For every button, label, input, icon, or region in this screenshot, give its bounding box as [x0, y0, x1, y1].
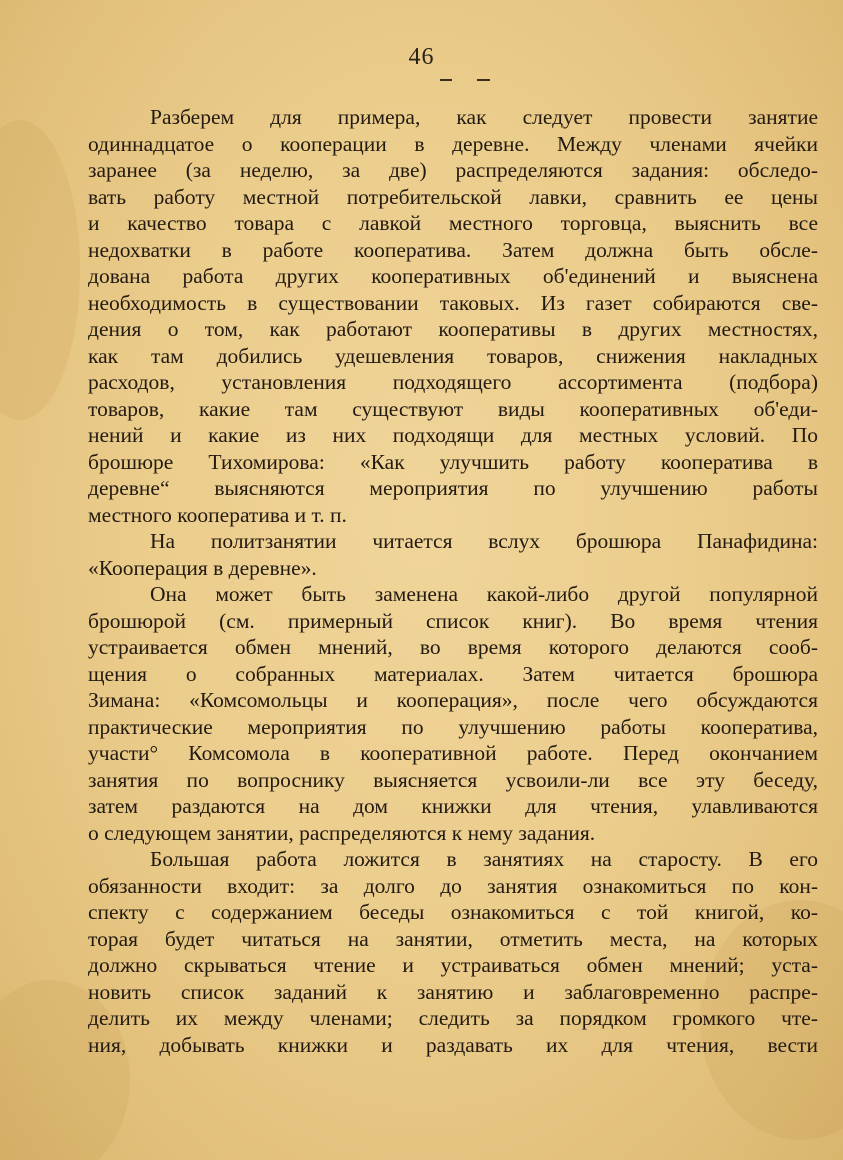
text-line: местного кооператива и т. п.: [88, 502, 347, 527]
text-line: как там добились удешевления товаров, снижения накладных: [88, 343, 818, 368]
text-line: заранее (за неделю, за две) распределяются задания: обследо-: [88, 158, 818, 182]
text-line: деревне“ выясняются мероприятия по улучшению работы: [88, 476, 818, 500]
text-line: участи° Комсомола в кооперативной работе. Перед окончанием: [88, 741, 818, 765]
text-line: спекту с содержанием беседы ознакомиться с той книгой, ко-: [88, 900, 818, 924]
text-line: о следующем занятии, распределяются к нему задания.: [88, 820, 596, 845]
text-line: новить список заданий к занятию и заблаговременно распре-: [88, 979, 818, 1004]
text-line: устраивается обмен мнений, во время которого делаются сооб-: [88, 635, 818, 659]
text-line: одиннадцатое о кооперации в деревне. Между членами ячейки: [88, 131, 818, 156]
text-line: щения о собранных материалах. Затем читается брошюра: [88, 661, 818, 686]
text-line: недохватки в работе кооператива. Затем должна быть обсле-: [88, 237, 818, 262]
text-line: «Кооперация в деревне».: [88, 555, 317, 580]
text-line: расходов, установления подходящего ассортимента (подбора): [88, 370, 818, 394]
text-line: товаров, какие там существуют виды кооперативных об'еди-: [88, 396, 818, 421]
text-line: Зимана: «Комсомольцы и кооперация», после чего обсуждаются: [88, 688, 818, 712]
text-line: ния, добывать книжки и раздавать их для чтения, вести: [88, 1032, 818, 1057]
text-line: и качество товара с лавкой местного торговца, выяснить все: [88, 211, 818, 235]
text-line: вать работу местной потребительской лавки, сравнить ее цены: [88, 184, 818, 209]
text-line: затем раздаются на дом книжки для чтения, улавливаются: [88, 794, 818, 818]
text-line: брошюре Тихомирова: «Как улучшить работу кооператива в: [88, 449, 818, 474]
text-line: нений и какие из них подходящи для местных условий. По: [88, 423, 818, 447]
page-number: 46: [408, 44, 435, 70]
text-line: должно скрываться чтение и устраиваться обмен мнений; уста-: [88, 953, 818, 977]
text-line: торая будет читаться на занятии, отметить места, на которых: [88, 926, 818, 951]
paper-stain: [0, 120, 80, 420]
body-text: [88, 104, 818, 1058]
text-line: делить их между членами; следить за порядком громкого чте-: [88, 1006, 818, 1030]
text-line: дована работа других кооперативных об'единений и выяснена: [88, 264, 818, 288]
text-line: дения о том, как работают кооперативы в других местностях,: [88, 317, 818, 341]
text-line: брошюрой (см. примерный список книг). Во время чтения: [88, 608, 818, 633]
page-number-dash-right: [477, 79, 490, 81]
text-line: Разберем для примера, как следует провести занятие: [150, 105, 818, 129]
text-line: На политзанятии читается вслух брошюра Панафидина:: [150, 529, 818, 553]
text-line: Она может быть заменена какой-либо другой популярной: [150, 582, 818, 606]
text-line: необходимость в существовании таковых. Из газет собираются све-: [88, 290, 818, 315]
text-line: обязанности входит: за долго до занятия ознакомиться по кон-: [88, 873, 818, 898]
text-line: практические мероприятия по улучшению работы кооператива,: [88, 714, 818, 739]
page-number-dash-left: [440, 79, 452, 81]
text-line: занятия по вопроснику выясняется усвоили-ли все эту беседу,: [88, 767, 818, 792]
text-line: Большая работа ложится в занятиях на старосту. В его: [150, 847, 818, 871]
